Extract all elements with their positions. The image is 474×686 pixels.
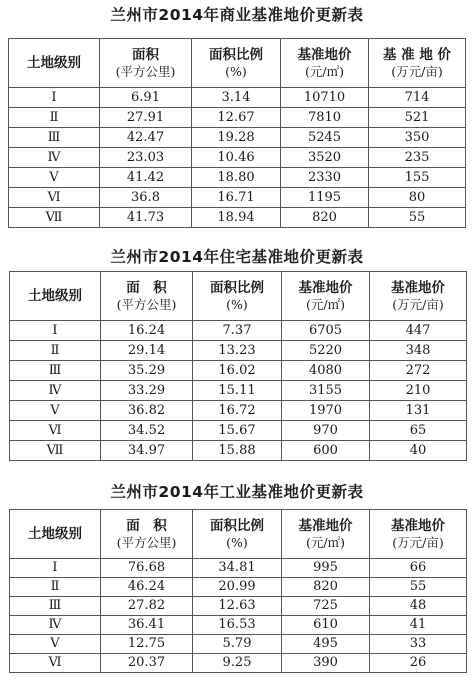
cell-area: 34.97 (101, 441, 193, 461)
cell-price-per-m2: 10710 (281, 88, 369, 108)
header-price-per-m2-unit: (元/㎡) (305, 63, 344, 79)
commercial-table-title: 兰州市2014年商业基准地价更新表 (110, 6, 364, 24)
cell-area-ratio: 10.46 (192, 148, 281, 168)
cell-area: 6.91 (100, 88, 192, 108)
header-area-unit: (平方公里) (115, 63, 176, 79)
cell-land-grade: Ⅰ (9, 88, 100, 108)
industrial-land-price-table (9, 509, 467, 673)
cell-price-per-m2: 600 (282, 441, 370, 461)
cell-area-ratio: 16.53 (193, 616, 282, 635)
header-price-per-mu-label: 基 准 地 价 (382, 46, 452, 63)
header-area-ratio (193, 510, 282, 559)
cell-price-per-mu: 447 (370, 321, 467, 341)
cell-area: 33.29 (101, 381, 193, 401)
table-row (10, 441, 467, 461)
cell-area: 23.03 (100, 148, 192, 168)
cell-price-per-mu: 521 (369, 108, 466, 128)
table-row (9, 148, 466, 168)
header-price-per-m2-label: 基准地价 (298, 517, 353, 534)
table-row (9, 208, 466, 228)
cell-land-grade: Ⅱ (10, 578, 101, 597)
header-price-per-mu-unit: (万元/亩) (391, 63, 443, 79)
cell-area: 27.82 (101, 597, 193, 616)
cell-area-ratio: 34.81 (193, 559, 282, 578)
header-land-grade: 土地级别 (10, 272, 101, 321)
cell-area: 41.73 (100, 208, 192, 228)
header-area-unit: (平方公里) (116, 534, 177, 550)
header-area-label: 面积 (132, 46, 159, 63)
cell-land-grade: Ⅲ (9, 128, 100, 148)
header-area (101, 510, 193, 559)
cell-area-ratio: 5.79 (193, 635, 282, 654)
cell-area-ratio: 12.63 (193, 597, 282, 616)
cell-price-per-mu: 714 (369, 88, 466, 108)
table-header-row (10, 272, 467, 321)
cell-land-grade: Ⅲ (10, 597, 101, 616)
cell-area-ratio: 18.80 (192, 168, 281, 188)
cell-area: 34.52 (101, 421, 193, 441)
cell-land-grade: Ⅴ (10, 401, 101, 421)
cell-land-grade: Ⅴ (9, 168, 100, 188)
table-row (9, 108, 466, 128)
industrial-table-title: 兰州市2014年工业基准地价更新表 (110, 483, 364, 501)
header-price-per-mu (369, 39, 466, 88)
cell-land-grade: Ⅱ (10, 341, 101, 361)
cell-land-grade: Ⅵ (10, 654, 101, 673)
cell-area-ratio: 15.88 (193, 441, 282, 461)
cell-price-per-mu: 155 (369, 168, 466, 188)
header-price-per-m2-label: 基准地价 (298, 279, 353, 296)
cell-area: 27.91 (100, 108, 192, 128)
header-area-ratio-unit: (%) (226, 296, 248, 312)
cell-price-per-m2: 820 (282, 578, 370, 597)
header-area-ratio (192, 39, 281, 88)
cell-land-grade: Ⅴ (10, 635, 101, 654)
cell-area-ratio: 3.14 (192, 88, 281, 108)
cell-price-per-m2: 390 (282, 654, 370, 673)
header-price-per-m2-unit: (元/㎡) (306, 534, 345, 550)
cell-area-ratio: 13.23 (193, 341, 282, 361)
cell-land-grade: Ⅶ (10, 441, 101, 461)
cell-price-per-mu: 55 (369, 208, 466, 228)
cell-price-per-m2: 610 (282, 616, 370, 635)
cell-land-grade: Ⅳ (10, 616, 101, 635)
table-row (10, 381, 467, 401)
table-header-row (10, 510, 467, 559)
table-row (10, 559, 467, 578)
cell-area: 76.68 (101, 559, 193, 578)
table-row (10, 341, 467, 361)
cell-price-per-mu: 26 (370, 654, 467, 673)
cell-price-per-m2: 3520 (281, 148, 369, 168)
header-price-per-m2-unit: (元/㎡) (306, 296, 345, 312)
header-land-grade: 土地级别 (9, 39, 100, 88)
header-price-per-m2 (282, 272, 370, 321)
residential-land-price-table (9, 271, 467, 461)
cell-land-grade: Ⅰ (10, 559, 101, 578)
header-area-ratio-label: 面积比例 (210, 517, 264, 534)
cell-price-per-m2: 5220 (282, 341, 370, 361)
cell-area: 16.24 (101, 321, 193, 341)
table-row (10, 616, 467, 635)
cell-area: 29.14 (101, 341, 193, 361)
cell-land-grade: Ⅲ (10, 361, 101, 381)
table-row (10, 421, 467, 441)
commercial-land-price-table (8, 38, 466, 228)
table-row (10, 361, 467, 381)
cell-area-ratio: 9.25 (193, 654, 282, 673)
header-price-per-m2 (281, 39, 369, 88)
header-area-label: 面 积 (126, 279, 167, 296)
cell-price-per-mu: 66 (370, 559, 467, 578)
cell-area: 36.82 (101, 401, 193, 421)
cell-price-per-mu: 350 (369, 128, 466, 148)
cell-area-ratio: 18.94 (192, 208, 281, 228)
cell-price-per-m2: 7810 (281, 108, 369, 128)
cell-area-ratio: 15.67 (193, 421, 282, 441)
table-row (9, 168, 466, 188)
cell-land-grade: Ⅳ (9, 148, 100, 168)
cell-price-per-m2: 725 (282, 597, 370, 616)
table-row (10, 597, 467, 616)
header-price-per-mu (370, 510, 467, 559)
cell-area: 46.24 (101, 578, 193, 597)
header-price-per-m2 (282, 510, 370, 559)
cell-area: 36.8 (100, 188, 192, 208)
cell-price-per-m2: 6705 (282, 321, 370, 341)
cell-price-per-mu: 48 (370, 597, 467, 616)
cell-price-per-m2: 970 (282, 421, 370, 441)
cell-area-ratio: 16.72 (193, 401, 282, 421)
cell-area-ratio: 12.67 (192, 108, 281, 128)
table-row (9, 128, 466, 148)
cell-price-per-mu: 131 (370, 401, 467, 421)
cell-land-grade: Ⅵ (10, 421, 101, 441)
header-area-ratio-label: 面积比例 (209, 46, 263, 63)
cell-price-per-m2: 820 (281, 208, 369, 228)
table-row (10, 578, 467, 597)
header-area (100, 39, 192, 88)
cell-area: 20.37 (101, 654, 193, 673)
table-row (10, 321, 467, 341)
cell-price-per-mu: 80 (369, 188, 466, 208)
cell-area: 41.42 (100, 168, 192, 188)
header-area-ratio (193, 272, 282, 321)
header-area-ratio-unit: (%) (225, 63, 247, 79)
cell-price-per-m2: 2330 (281, 168, 369, 188)
header-price-per-mu-label: 基准地价 (391, 279, 445, 296)
table-row (9, 188, 466, 208)
cell-area-ratio: 20.99 (193, 578, 282, 597)
table-row (10, 401, 467, 421)
header-land-grade: 土地级别 (10, 510, 101, 559)
cell-area-ratio: 15.11 (193, 381, 282, 401)
cell-area: 35.29 (101, 361, 193, 381)
header-price-per-m2-label: 基准地价 (297, 46, 352, 63)
header-price-per-mu (370, 272, 467, 321)
cell-price-per-mu: 272 (370, 361, 467, 381)
cell-area: 12.75 (101, 635, 193, 654)
cell-price-per-mu: 210 (370, 381, 467, 401)
cell-land-grade: Ⅳ (10, 381, 101, 401)
cell-price-per-m2: 995 (282, 559, 370, 578)
cell-price-per-m2: 5245 (281, 128, 369, 148)
cell-price-per-mu: 41 (370, 616, 467, 635)
residential-table-title: 兰州市2014年住宅基准地价更新表 (110, 248, 364, 266)
cell-land-grade: Ⅰ (10, 321, 101, 341)
cell-price-per-m2: 3155 (282, 381, 370, 401)
cell-area: 36.41 (101, 616, 193, 635)
table-row (10, 635, 467, 654)
cell-land-grade: Ⅶ (9, 208, 100, 228)
cell-land-grade: Ⅵ (9, 188, 100, 208)
header-area-ratio-label: 面积比例 (210, 279, 264, 296)
header-area-label: 面 积 (126, 517, 167, 534)
table-row (9, 88, 466, 108)
cell-price-per-mu: 65 (370, 421, 467, 441)
cell-area: 42.47 (100, 128, 192, 148)
header-price-per-mu-unit: (万元/亩) (392, 534, 444, 550)
cell-price-per-mu: 55 (370, 578, 467, 597)
header-price-per-mu-unit: (万元/亩) (392, 296, 444, 312)
cell-price-per-m2: 1195 (281, 188, 369, 208)
cell-price-per-mu: 33 (370, 635, 467, 654)
cell-price-per-mu: 235 (369, 148, 466, 168)
cell-price-per-mu: 348 (370, 341, 467, 361)
header-area (101, 272, 193, 321)
cell-price-per-m2: 1970 (282, 401, 370, 421)
cell-area-ratio: 16.71 (192, 188, 281, 208)
header-area-unit: (平方公里) (116, 296, 177, 312)
header-price-per-mu-label: 基准地价 (391, 517, 445, 534)
cell-area-ratio: 7.37 (193, 321, 282, 341)
cell-price-per-mu: 40 (370, 441, 467, 461)
cell-area-ratio: 19.28 (192, 128, 281, 148)
cell-price-per-m2: 495 (282, 635, 370, 654)
header-area-ratio-unit: (%) (226, 534, 248, 550)
cell-area-ratio: 16.02 (193, 361, 282, 381)
table-header-row (9, 39, 466, 88)
cell-price-per-m2: 4080 (282, 361, 370, 381)
table-row (10, 654, 467, 673)
cell-land-grade: Ⅱ (9, 108, 100, 128)
